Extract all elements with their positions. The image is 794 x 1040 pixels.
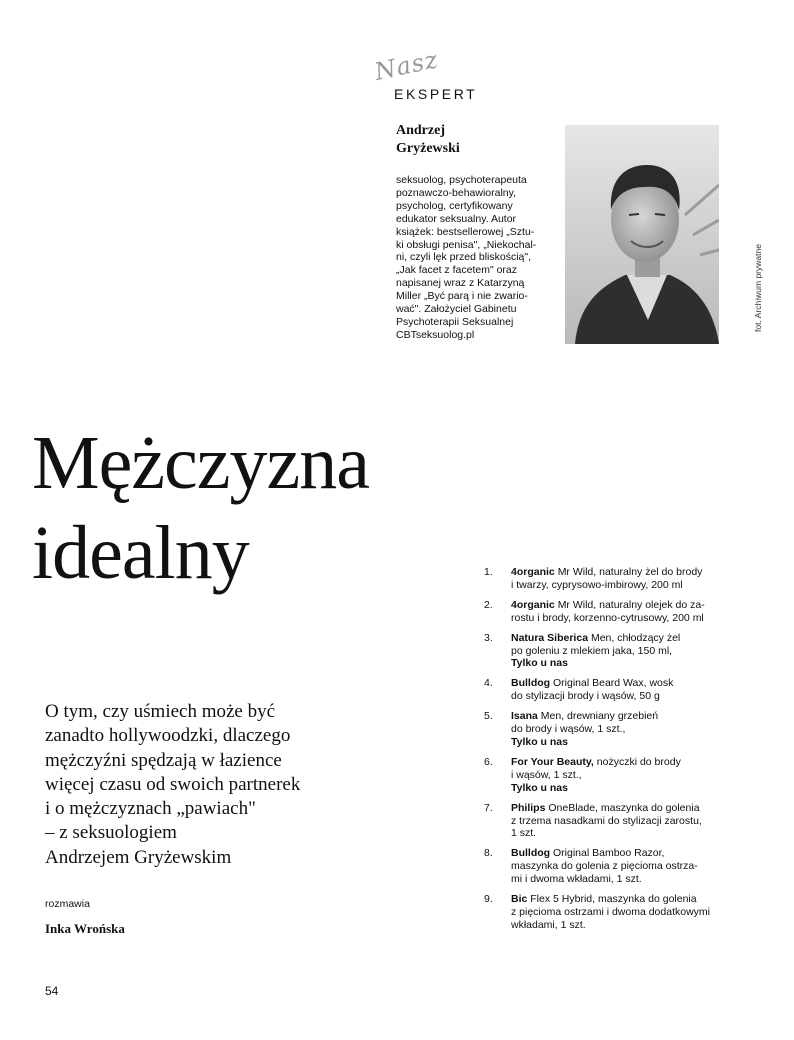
item-brand: 4organic <box>511 598 555 611</box>
bio-line: wać". Założyciel Gabinetu <box>396 303 517 316</box>
list-item <box>484 756 724 795</box>
item-desc: rostu i brody, korzenno-cytrusowy, 200 ml <box>511 611 704 624</box>
ekspert-header: EKSPERT <box>394 86 478 102</box>
item-desc: nożyczki do brody <box>596 755 681 768</box>
interview-label: rozmawia <box>45 898 90 910</box>
bio-line: CBTseksuolog.pl <box>396 328 475 341</box>
item-brand: 4organic <box>511 566 555 578</box>
list-item <box>484 847 724 886</box>
article-lead <box>45 700 345 870</box>
expert-portrait-photo <box>565 125 719 344</box>
article-title <box>32 418 452 598</box>
item-number: 7. <box>484 801 493 814</box>
item-desc: Mr Wild, naturalny żel do brody <box>557 566 703 578</box>
bio-line: Miller „Być parą i nie zwario- <box>396 290 528 303</box>
bio-line: poznawczo-behawioralny, <box>396 186 517 199</box>
item-desc: Flex 5 Hybrid, maszynka do golenia <box>530 893 697 906</box>
list-item <box>484 632 724 671</box>
list-item <box>484 599 724 625</box>
item-brand: Bulldog <box>511 847 551 860</box>
item-desc: mi i dwoma wkładami, 1 szt. <box>511 873 642 886</box>
item-brand: Bic <box>511 893 528 906</box>
item-brand: Isana <box>511 710 538 723</box>
bio-line: psycholog, certyfikowany <box>396 199 513 212</box>
page-number: 54 <box>45 984 59 998</box>
bio-line: napisanej wraz z Katarzyną <box>396 277 525 290</box>
item-desc: do brody i wąsów, 1 szt., <box>511 723 626 736</box>
item-brand: For Your Beauty, <box>511 755 594 768</box>
item-desc: 1 szt. <box>511 827 537 840</box>
item-number: 1. <box>484 566 493 578</box>
exclusive-badge: Tylko u nas <box>511 657 568 670</box>
bio-line: ki obsługi penisa", „Niekochal- <box>396 238 537 251</box>
item-desc: po goleniu z mlekiem jaka, 150 ml, <box>511 644 673 657</box>
interviewer-name: Inka Wrońska <box>45 921 125 936</box>
lead-line: i o mężczyznach „pawiach" <box>45 798 256 820</box>
lead-line: mężczyźni spędzają w łazience <box>45 749 282 771</box>
list-item <box>484 710 724 749</box>
item-number: 9. <box>484 893 493 906</box>
item-desc: OneBlade, maszynka do golenia <box>548 801 700 814</box>
item-brand: Bulldog <box>511 677 551 690</box>
expert-name <box>396 122 546 158</box>
nasz-script-label: Nasz <box>372 45 441 86</box>
lead-line: Andrzejem Gryżewskim <box>45 846 232 868</box>
item-brand: Philips <box>511 801 546 814</box>
item-number: 4. <box>484 677 493 690</box>
expert-bio <box>396 174 552 342</box>
list-item <box>484 802 724 841</box>
expert-first-name: Andrzej <box>396 123 445 138</box>
item-desc: Men, chłodzący żel <box>590 631 681 644</box>
item-desc: Original Beard Wax, wosk <box>553 677 674 690</box>
item-desc: Men, drewniany grzebień <box>540 710 659 723</box>
lead-line: – z seksuologiem <box>45 822 177 844</box>
lead-line: O tym, czy uśmiech może być <box>45 701 276 722</box>
item-desc: do stylizacji brody i wąsów, 50 g <box>511 690 660 703</box>
bio-line: książek: bestsellerowej „Sztu- <box>396 225 535 238</box>
product-list <box>484 566 724 939</box>
item-number: 2. <box>484 598 493 611</box>
item-number: 8. <box>484 847 493 860</box>
exclusive-badge: Tylko u nas <box>511 735 568 748</box>
bio-line: ni, czyli lęk przed bliskością", <box>396 251 532 264</box>
lead-line: zanadto hollywoodzki, dlaczego <box>45 725 291 747</box>
item-desc: Original Bamboo Razor, <box>553 847 665 860</box>
expert-last-name: Gryżewski <box>396 141 460 156</box>
title-line: Mężczyzna <box>32 421 369 505</box>
list-item <box>484 566 724 592</box>
item-desc: i twarzy, cyprysowo-imbirowy, 200 ml <box>511 578 683 591</box>
item-desc: Mr Wild, naturalny olejek do za- <box>557 598 705 611</box>
bio-line: „Jak facet z facetem" oraz <box>396 264 518 277</box>
item-desc: z pięcioma ostrzami i dwoma dodatkowymi <box>511 905 710 918</box>
bio-line: seksuolog, psychoterapeuta <box>396 174 527 186</box>
lead-line: więcej czasu od swoich partnerek <box>45 773 301 795</box>
photo-credit: fot. Archiwum prywatne <box>753 244 763 332</box>
list-item <box>484 677 724 703</box>
exclusive-badge: Tylko u nas <box>511 781 568 794</box>
item-brand: Natura Siberica <box>511 631 589 644</box>
list-item <box>484 893 724 932</box>
bio-line: edukator seksualny. Autor <box>396 212 517 225</box>
item-desc: maszynka do golenia z pięcioma ostrza- <box>511 860 698 873</box>
bio-line: Psychoterapii Seksualnej <box>396 315 514 328</box>
item-number: 6. <box>484 755 493 768</box>
item-desc: z trzema nasadkami do stylizacji zarostu, <box>511 814 702 827</box>
title-line: idealny <box>32 511 249 595</box>
item-desc: i wąsów, 1 szt., <box>511 768 582 781</box>
item-desc: wkładami, 1 szt. <box>511 918 586 931</box>
item-number: 3. <box>484 631 493 644</box>
item-number: 5. <box>484 710 493 723</box>
